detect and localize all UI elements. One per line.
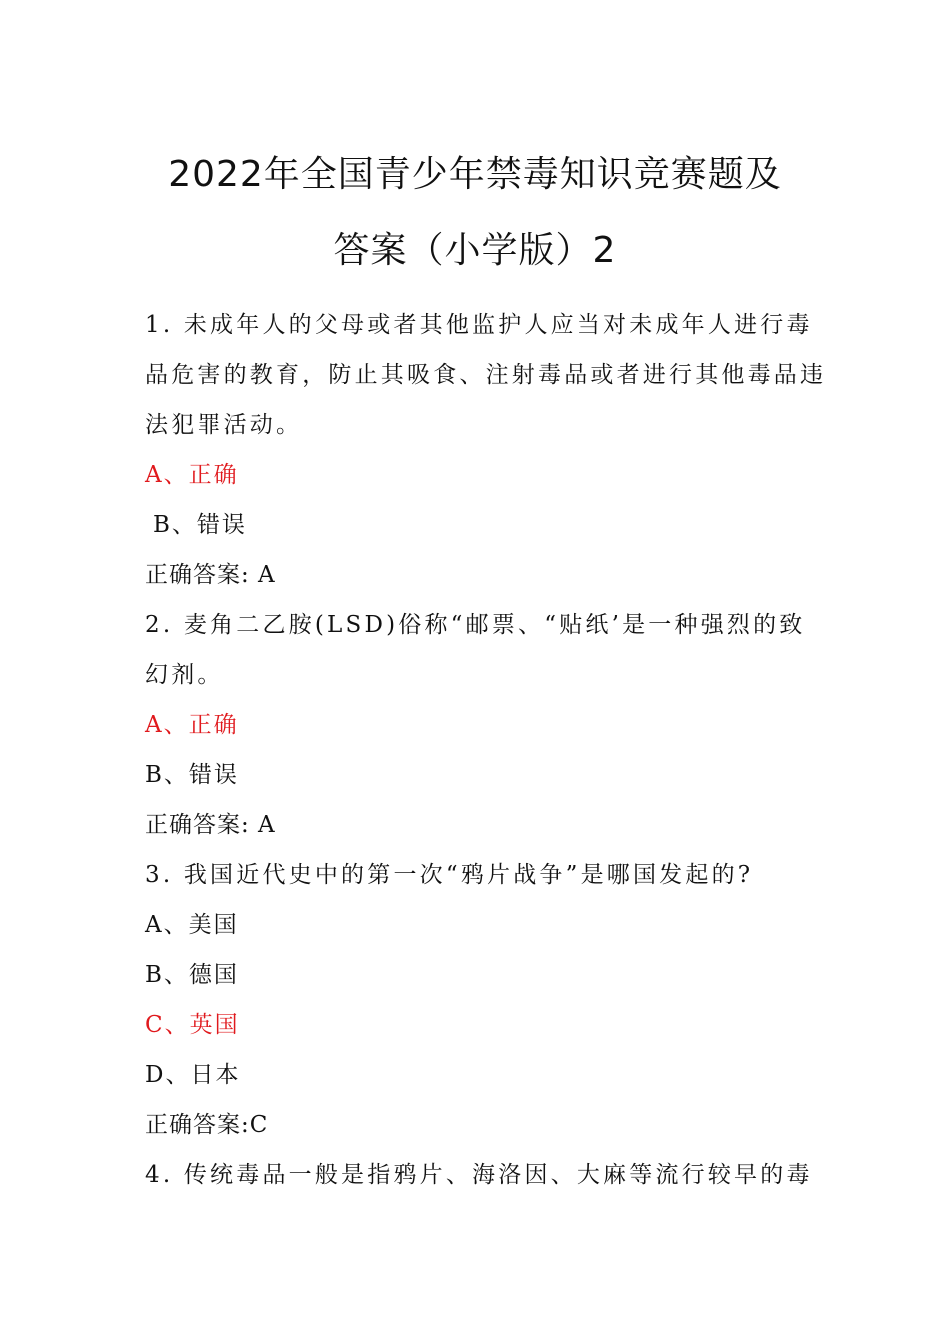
- question-4-line-1: 4. 传统毒品一般是指鸦片、海洛因、大麻等流行较早的毒: [145, 1162, 813, 1188]
- question-2-answer: 正确答案: A: [145, 812, 276, 838]
- question-1-line-1: 1. 未成年人的父母或者其他监护人应当对未成年人进行毒: [145, 312, 813, 338]
- question-3-option-c: C、英国: [145, 1012, 240, 1038]
- question-1-answer: 正确答案: A: [145, 562, 276, 588]
- question-1-option-b: B、错误: [153, 512, 247, 538]
- question-1-line-3: 法犯罪活动。: [145, 412, 303, 438]
- question-2-line-1: 2. 麦角二乙胺(LSD)俗称“邮票、“贴纸’是一种强烈的致: [145, 612, 806, 638]
- question-1-line-2: 品危害的教育，防止其吸食、注射毒品或者进行其他毒品违: [145, 362, 827, 388]
- question-3-answer: 正确答案:C: [145, 1112, 269, 1138]
- question-3-option-b: B、德国: [145, 962, 239, 988]
- question-2-line-2: 幻剂。: [145, 662, 224, 688]
- question-3-option-d: D、日本: [145, 1062, 241, 1088]
- question-1-option-a: A、正确: [145, 462, 239, 488]
- question-2-option-b: B、错误: [145, 762, 239, 788]
- question-list: [145, 300, 827, 1200]
- question-2-option-a: A、正确: [145, 712, 239, 738]
- document-title-line-1: 2022年全国青少年禁毒知识竞赛题及: [168, 154, 782, 195]
- question-3-line-1: 3. 我国近代史中的第一次“鸦片战争”是哪国发起的?: [145, 862, 754, 888]
- question-3-option-a: A、美国: [145, 912, 239, 938]
- document-title-line-2: 答案（小学版）2: [333, 230, 617, 271]
